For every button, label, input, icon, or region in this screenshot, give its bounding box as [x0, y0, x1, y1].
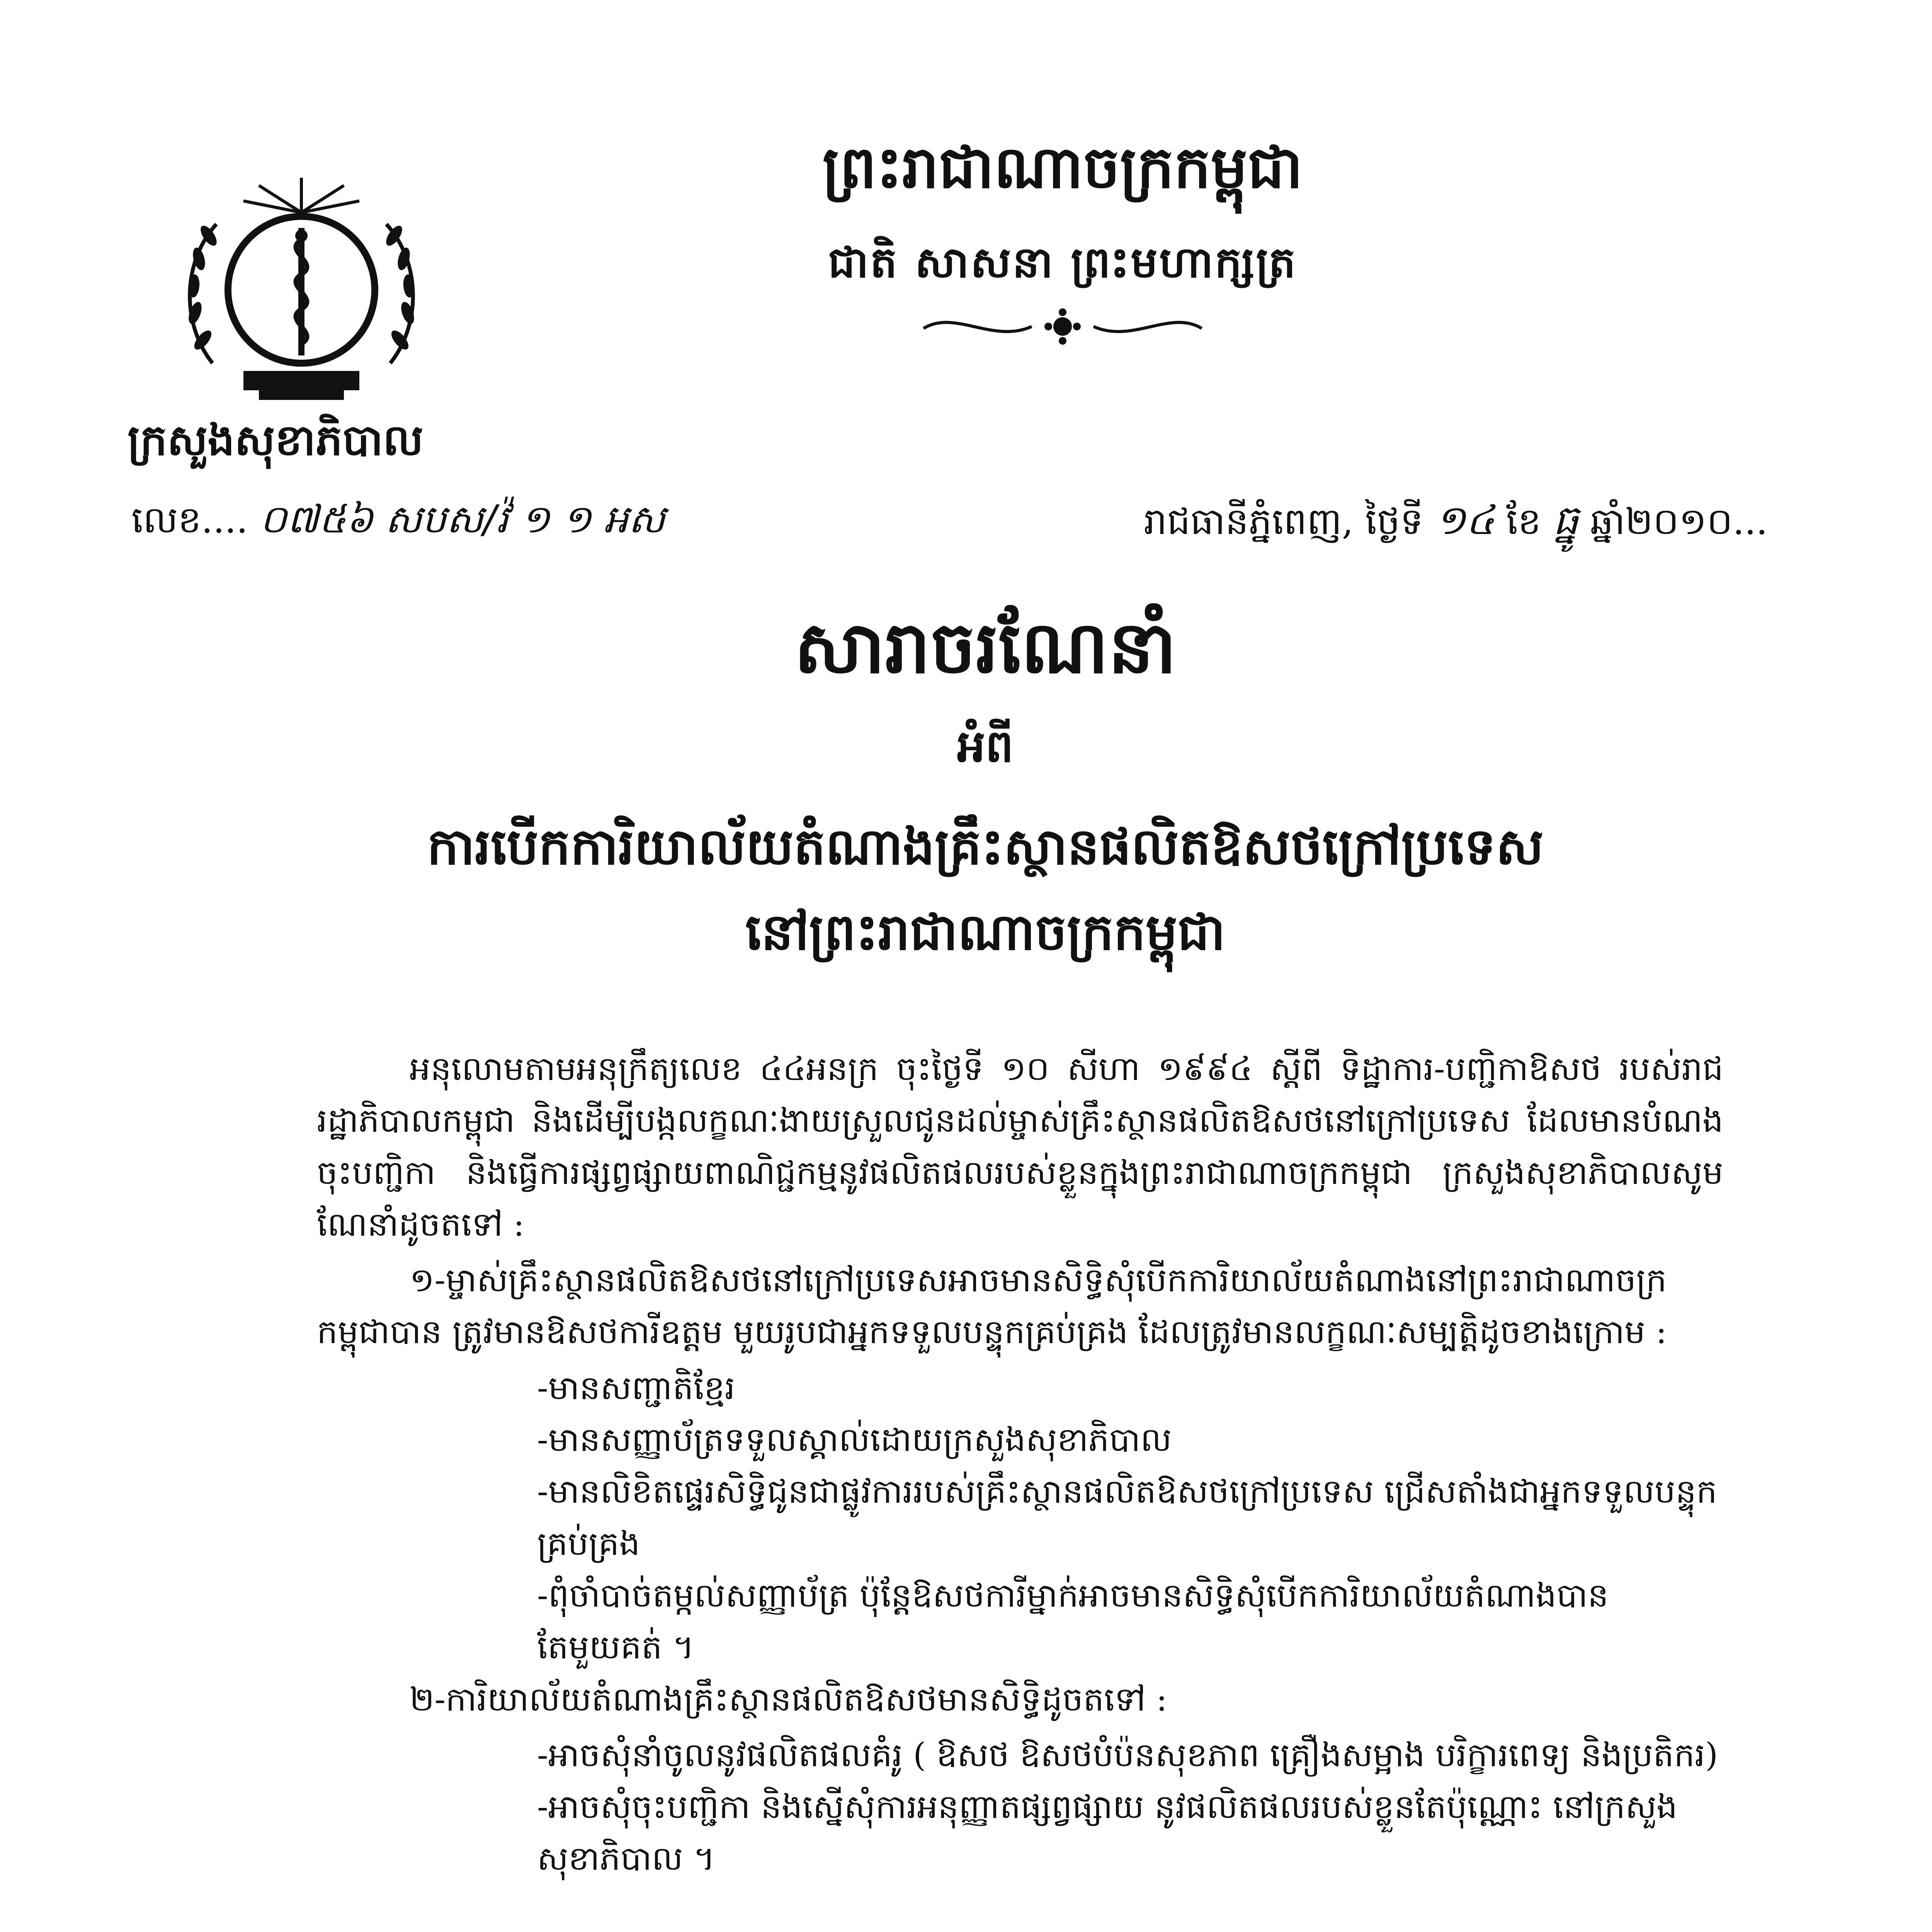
list-item: -មានសញ្ញាប័ត្រទទួលស្គាល់ដោយក្រសួងសុខាភិបាល — [537, 1421, 1172, 1459]
subject-line-1: ការបើកការិយាល័យតំណាងគ្រឹះស្ថានផលិតឱសថក្រៅប្រទេស — [427, 817, 1544, 876]
date-year-label: ឆ្នាំ — [1590, 500, 1625, 543]
date-prefix: រាជធានីភ្នំពេញ, ថ្ងៃទី — [1144, 500, 1423, 543]
subject-line-2: នៅព្រះរាជាណាចក្រកម្ពុជា — [745, 902, 1226, 961]
list-item: -មានសញ្ជាតិខ្មែរ — [537, 1369, 735, 1407]
ministry-name: ក្រសួងសុខាភិបាល — [128, 415, 423, 465]
ministry-emblem-icon — [166, 162, 437, 410]
list-item: -អាចសុំនាំចូលនូវផលិតផលគំរូ ( ឱសថ ឱសថបំប៉នសុខភាព គ្រឿងសម្អាង បរិក្ខារពេទ្យ និងប្រតិករ) — [537, 1736, 1718, 1774]
document-about: អំពី — [957, 720, 1014, 772]
list-item: -អាចសុំចុះបញ្ជិកា និងស្នើសុំការអនុញ្ញាតផ្សព្វផ្សាយ នូវផលិតផលរបស់ខ្លួនតែប៉ុណ្ណោះ នៅក្រសួងសុខាភិបាល ។ — [537, 1788, 1678, 1878]
reference-number — [131, 495, 665, 551]
section-1-paragraph: ១-ម្ចាស់គ្រឹះស្ថានផលិតឱសថនៅក្រៅប្រទេសអាចមានសិទ្ធិសុំបើកការិយាល័យតំណាងនៅព្រះរាជាណាចក្រកម្ពុជាបាន ត្រូវមានឱសថការីឧត្តម មួយរូបជាអ្នកទទួលបន្ទុកគ្រប់គ្រង ដែលត្រូវមានលក្ខណៈសម្បត្តិដូចខាងក្រោម : — [317, 1261, 1667, 1352]
document-body — [317, 1043, 1723, 1885]
intro-paragraph: អនុលោមតាមអនុក្រឹត្យលេខ ៤៤អនក្រ ចុះថ្ងៃទី ១០ សីហា ១៩៩៤ ស្តីពី ទិដ្ឋាការ-បញ្ជិកាឱសថ របស់រាជរដ្ឋាភិបាលកម្ពុជា និងដើម្បីបង្កលក្ខណៈងាយស្រួលជូនដល់ម្ចាស់គ្រឹះស្ថានផលិតឱសថនៅក្រៅប្រទេស ដែលមានបំណងចុះបញ្ជិកា និងធ្វើការផ្សព្វផ្សាយពាណិជ្ជកម្មនូវផលិតផលរបស់ខ្លួនក្នុងព្រះរាជាណាចក្រកម្ពុជា ក្រសួងសុខាភិបាលសូមណែនាំដូចតទៅ : — [317, 1050, 1723, 1244]
ornament-divider-icon — [908, 305, 1217, 348]
reference-suffix: សបស/វ៉ ១ ១ អស — [385, 497, 665, 542]
date-month-label: ខែ — [1506, 500, 1541, 543]
date-day: ១៤ — [1435, 497, 1495, 544]
national-motto: ជាតិ សាសនា ព្រះមហាក្សត្រ — [828, 237, 1297, 287]
document-title: សារាចរណែនាំ — [794, 605, 1177, 689]
list-item: -មានលិខិតផ្ទេរសិទ្ធិជូនជាផ្លូវការរបស់គ្រឹះស្ថានផលិតឱសថក្រៅប្រទេស ជ្រើសតាំងជាអ្នកទទួលបន្ទុកគ្រប់គ្រង — [537, 1473, 1717, 1563]
date-year: ២០១០... — [1625, 500, 1768, 543]
date-month: ធ្នូ — [1553, 497, 1579, 544]
section-2-heading: ២-ការិយាល័យតំណាងគ្រឹះស្ថានផលិតឱសថមានសិទ្ធិដូចតទៅ : — [410, 1680, 1167, 1719]
date-line — [1144, 495, 1768, 554]
list-item: -ពុំចាំបាច់តម្កល់សញ្ញាប័ត្រ ប៉ុន្តែឱសថការីម្នាក់អាចមានសិទ្ធិសុំបើកការិយាល័យតំណាងបានតែមួយគត់ ។ — [537, 1576, 1609, 1667]
reference-label: លេខ.... — [131, 499, 248, 541]
kingdom-heading: ព្រះរាជាណាចក្រកម្ពុជា — [822, 133, 1303, 201]
document-subject — [270, 804, 1700, 975]
reference-number-value: ០៧៥៦ — [259, 497, 374, 542]
